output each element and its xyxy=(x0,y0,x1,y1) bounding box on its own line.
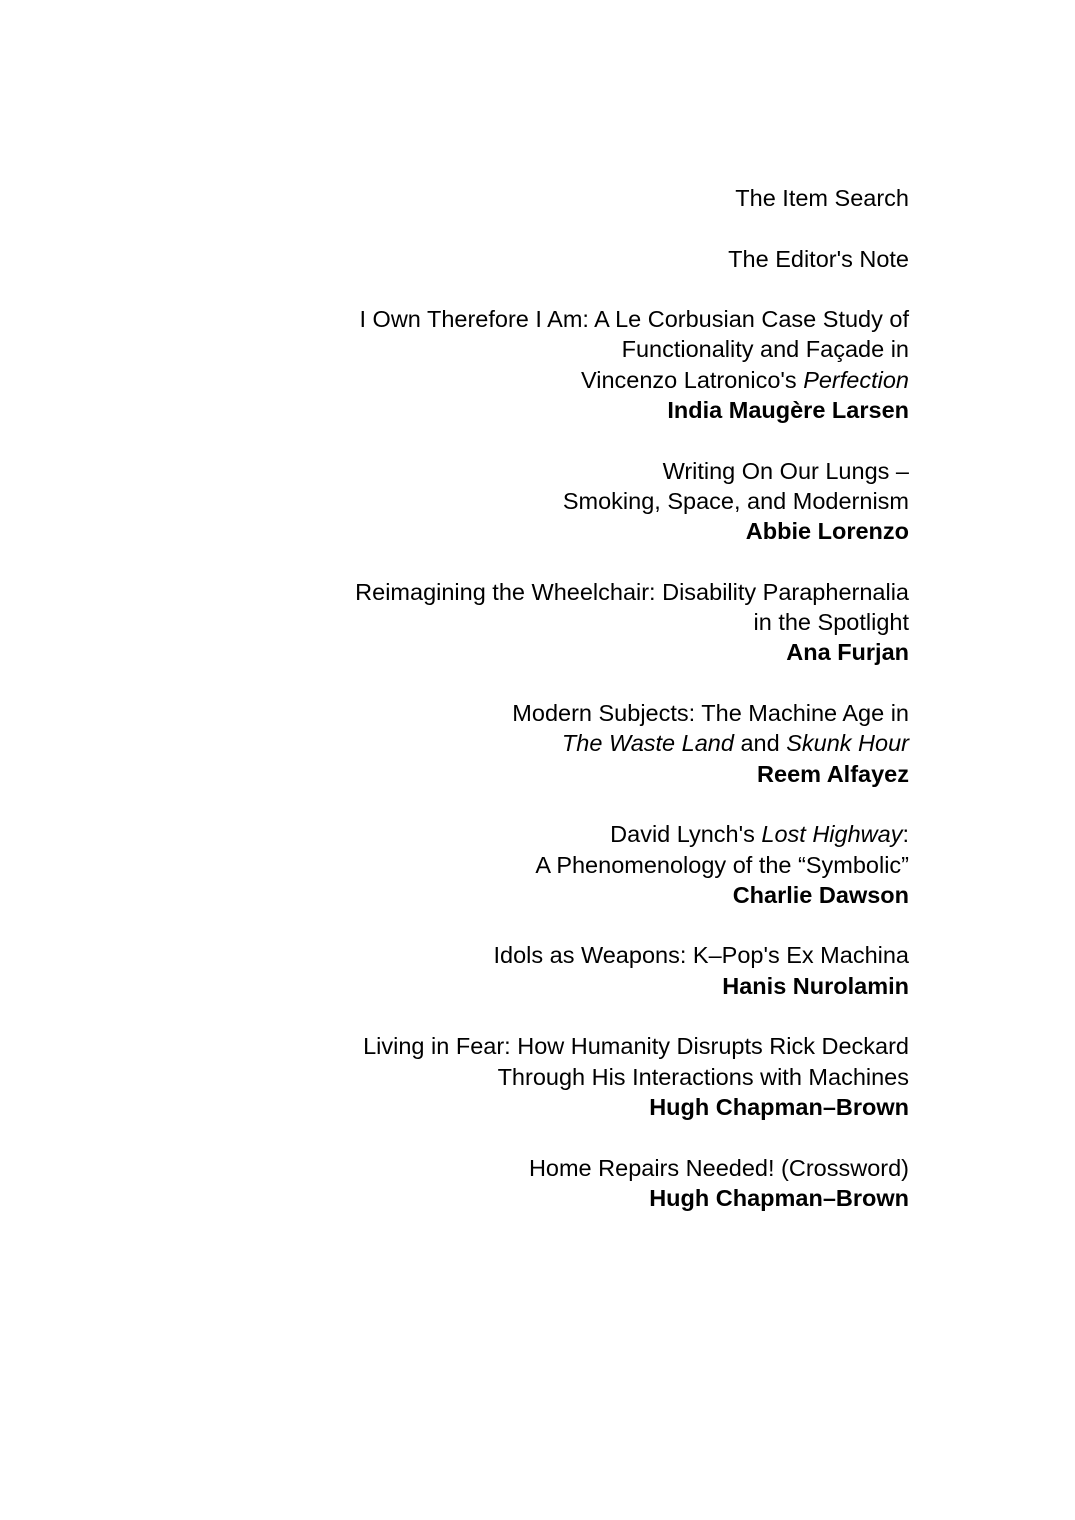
entry-title-line xyxy=(209,365,909,395)
entry-title-line: A Phenomenology of the “Symbolic” xyxy=(535,851,909,878)
entry-author: Abbie Lorenzo xyxy=(745,518,909,545)
toc-entry-5 xyxy=(209,819,909,910)
toc-entry-3 xyxy=(209,577,909,668)
entry-author: Charlie Dawson xyxy=(732,881,909,908)
work-title: Perfection xyxy=(803,366,909,393)
entry-title-line: I Own Therefore I Am: A Le Corbusian Case Study of xyxy=(359,306,909,333)
toc-entry-4 xyxy=(209,698,909,789)
entry-title-line: Living in Fear: How Humanity Disrupts Rick Deckard xyxy=(363,1033,909,1060)
entry-title-line: Through His Interactions with Machines xyxy=(497,1063,909,1090)
entry-title-line: Home Repairs Needed! (Crossword) xyxy=(528,1154,909,1181)
work-title: The Waste Land xyxy=(561,730,734,757)
entry-author: Hugh Chapman–Brown xyxy=(649,1093,909,1120)
entry-title-line: Smoking, Space, and Modernism xyxy=(562,487,909,514)
entry-author: India Maugère Larsen xyxy=(667,397,909,424)
toc-entry-item-search xyxy=(209,183,909,213)
toc-entry-2 xyxy=(209,456,909,547)
entry-title-text: David Lynch's xyxy=(610,821,762,848)
entry-title-line xyxy=(209,819,909,849)
entry-author: Ana Furjan xyxy=(786,639,909,666)
toc-entry-1 xyxy=(209,304,909,425)
entry-title-text: Vincenzo Latronico's xyxy=(580,366,804,393)
entry-title-line: Modern Subjects: The Machine Age in xyxy=(512,700,909,727)
toc-entry-7 xyxy=(209,1031,909,1122)
entry-title-line: Functionality and Façade in xyxy=(621,336,909,363)
entry-title-line: Writing On Our Lungs – xyxy=(662,457,909,484)
entry-title-text: : xyxy=(902,821,909,848)
entry-title-text: and xyxy=(733,730,787,757)
work-title: Skunk Hour xyxy=(786,730,909,757)
entry-title-line: in the Spotlight xyxy=(753,609,909,636)
entry-author: Hanis Nurolamin xyxy=(722,972,909,999)
table-of-contents xyxy=(209,183,909,1243)
work-title: Lost Highway xyxy=(761,821,903,848)
entry-author: Hugh Chapman–Brown xyxy=(649,1184,909,1211)
entry-author: Reem Alfayez xyxy=(757,760,909,787)
entry-title-line: Reimagining the Wheelchair: Disability Paraphernalia xyxy=(355,578,909,605)
entry-title: The Item Search xyxy=(735,185,909,211)
entry-title-line: Idols as Weapons: K–Pop's Ex Machina xyxy=(493,942,909,969)
toc-entry-editors-note xyxy=(209,244,909,274)
entry-title: The Editor's Note xyxy=(728,245,909,272)
toc-entry-6 xyxy=(209,940,909,1001)
toc-entry-8 xyxy=(209,1153,909,1214)
entry-title-line xyxy=(209,728,909,758)
